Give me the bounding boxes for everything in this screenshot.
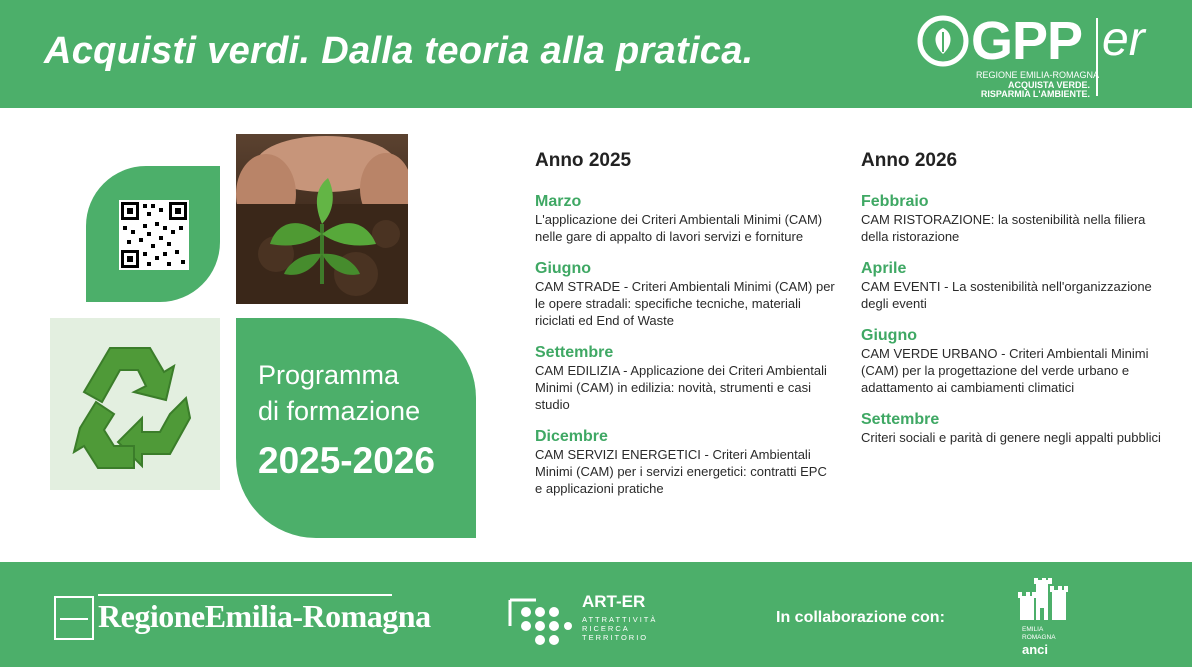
course-description: CAM EDILIZIA - Applicazione dei Criteri Ambientali Minimi (CAM) in edilizia: novità, strumenti e casi studio — [535, 363, 827, 412]
gpp-word: GPP — [971, 11, 1083, 71]
arter-tagline — [582, 615, 657, 642]
course-description: CAM EVENTI - La sostenibilità nell'organizzazione degli eventi — [861, 279, 1152, 311]
course-description: CAM SERVIZI ENERGETICI - Criteri Ambientali Minimi (CAM) per i servizi energetici: contratti EPC e applicazioni pratiche — [535, 447, 827, 496]
arter-logo — [506, 590, 676, 652]
gpp-slogan-2: RISPARMIA L'AMBIENTE. — [980, 89, 1090, 99]
month-label: Giugno — [861, 327, 917, 344]
list-item — [535, 192, 835, 245]
course-description: L'applicazione dei Criteri Ambientali Minimi (CAM) nelle gare di appalto di lavori servizi e forniture — [535, 212, 823, 244]
arter-tagline-3: TERRITORIO — [582, 633, 649, 642]
region-logo-text: RegioneEmilia-Romagna — [98, 598, 431, 634]
gpp-er-logo — [916, 10, 1176, 100]
schedule-2025 — [535, 150, 835, 511]
arter-tagline-1: ATTRATTIVITÀ — [582, 615, 658, 624]
program-years: 2025-2026 — [258, 440, 435, 481]
qr-tile — [86, 166, 220, 302]
list-item — [861, 326, 1161, 396]
anci-line-1: EMILIA — [1022, 626, 1044, 633]
month-label: Aprile — [861, 260, 907, 277]
month-label: Dicembre — [535, 428, 608, 445]
program-title-line2: di formazione — [258, 396, 421, 426]
list-item — [861, 192, 1161, 245]
month-label: Settembre — [535, 344, 614, 361]
gpp-slogan-1: ACQUISTA VERDE. — [1007, 80, 1090, 90]
course-description: CAM RISTORAZIONE: la sostenibilità nella filiera della ristorazione — [861, 212, 1146, 244]
course-description: Criteri sociali e parità di genere negli appalti pubblici — [861, 430, 1161, 445]
list-item — [535, 427, 835, 497]
gpp-er-suffix: er — [1102, 13, 1145, 66]
month-label: Marzo — [535, 193, 582, 210]
list-item — [861, 259, 1161, 312]
gpp-leaf-icon — [916, 14, 970, 68]
program-tile — [236, 318, 476, 538]
collaboration-label: In collaborazione con: — [776, 609, 945, 626]
arter-tagline-2: RICERCA — [582, 624, 630, 633]
qr-code-icon[interactable] — [119, 200, 189, 270]
arter-dots-icon — [506, 590, 576, 650]
recycle-icon — [50, 318, 220, 490]
anci-name: anci — [1022, 642, 1049, 657]
footer-banner — [0, 562, 1192, 667]
region-logo-rule — [98, 594, 392, 596]
list-item — [535, 259, 835, 329]
anci-region — [1022, 626, 1056, 642]
recycle-tile — [50, 318, 220, 490]
year-heading: Anno 2025 — [535, 150, 632, 171]
plant-photo — [236, 134, 408, 304]
region-flag-icon — [54, 596, 94, 640]
anci-line-2: ROMAGNA — [1022, 634, 1056, 641]
list-item — [535, 343, 835, 413]
anci-logo — [1016, 578, 1076, 658]
month-label: Giugno — [535, 260, 591, 277]
list-item — [861, 410, 1161, 446]
month-label: Febbraio — [861, 193, 929, 210]
month-label: Settembre — [861, 411, 940, 428]
gpp-separator — [1096, 18, 1098, 96]
course-description: CAM STRADE - Criteri Ambientali Minimi (CAM) per le opere stradali: specifiche tecniche, materiali riciclati ed End of Waste — [535, 279, 835, 328]
arter-name: ART-ER — [582, 592, 646, 611]
year-heading: Anno 2026 — [861, 150, 958, 171]
headline: Acquisti verdi. Dalla teoria alla pratica. — [44, 30, 754, 72]
header-banner — [0, 0, 1192, 108]
gpp-region-line: REGIONE EMILIA-ROMAGNA — [976, 70, 1100, 80]
course-description: CAM VERDE URBANO - Criteri Ambientali Minimi (CAM) per la progettazione del verde urbano e adattamento ai cambiamenti climatici — [861, 346, 1149, 395]
anci-castle-icon — [1016, 578, 1072, 624]
program-title-line1: Programma — [258, 360, 400, 390]
schedule-2026 — [861, 150, 1161, 460]
